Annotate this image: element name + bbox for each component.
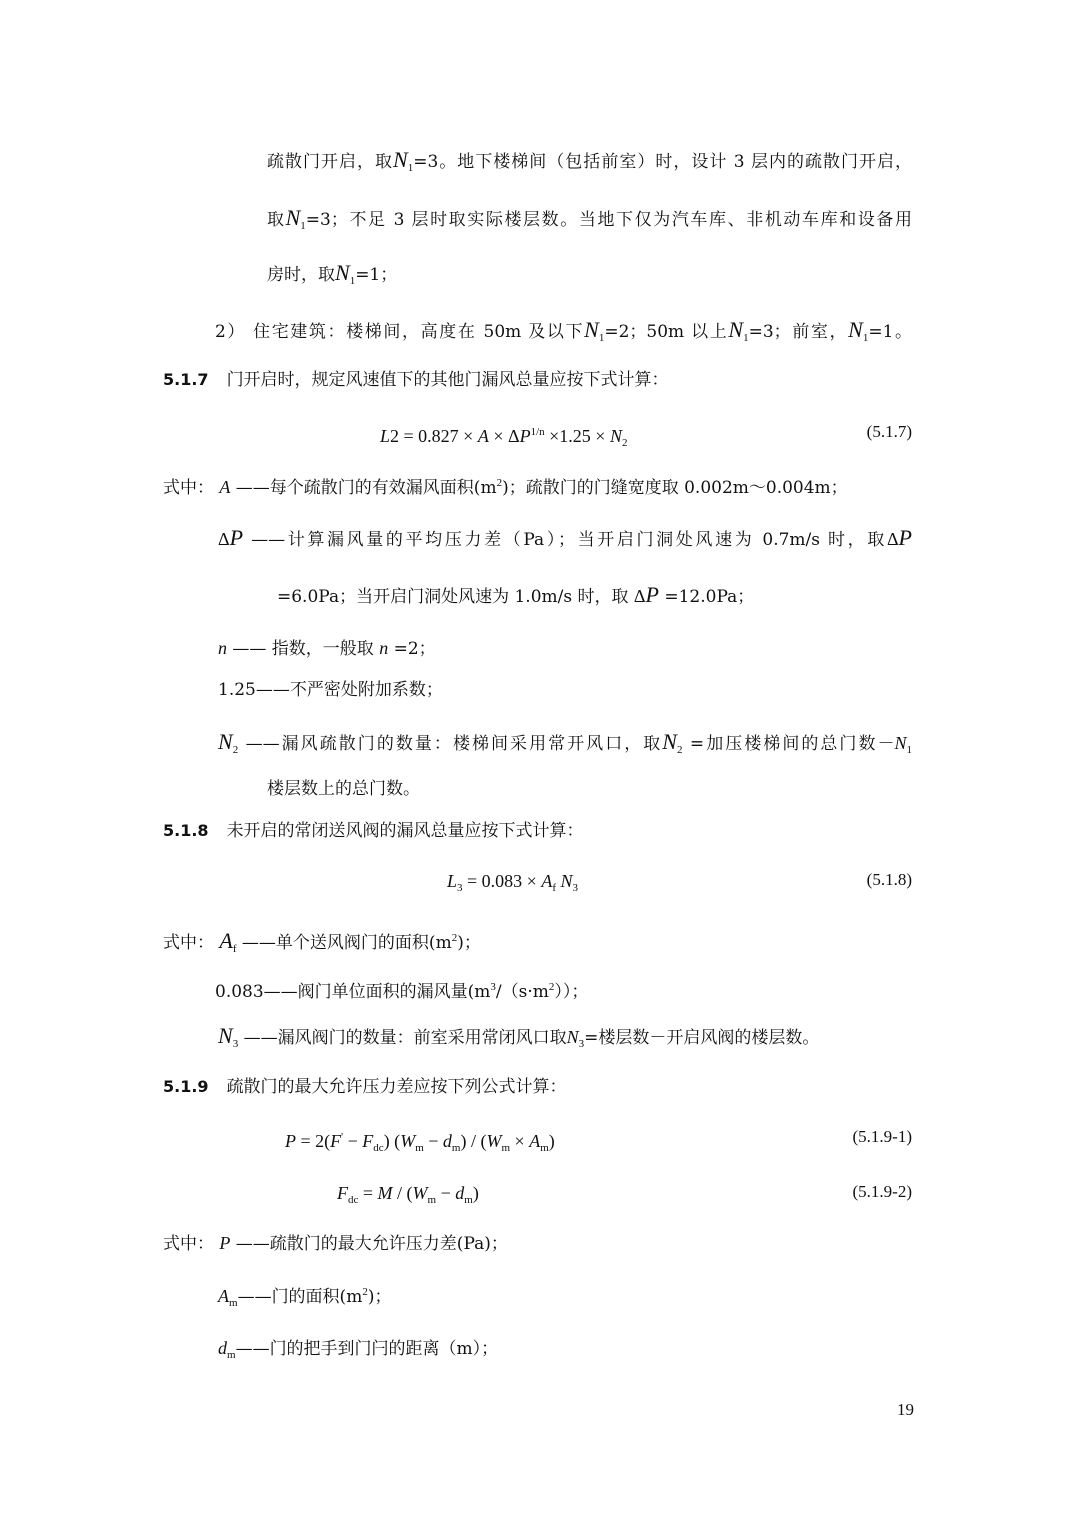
text-line (267, 774, 420, 804)
math-variable: N (566, 1027, 579, 1047)
page-number: 19 (897, 1400, 914, 1419)
math-variable: A (219, 928, 233, 953)
subscript: dc (348, 1194, 359, 1206)
math-variable: A (218, 1286, 229, 1306)
text: ——漏风疏散门的数量：楼梯间采用常开风口，取 (238, 734, 663, 754)
text-line (215, 972, 588, 1002)
subscript: 3 (572, 882, 579, 894)
math-variable: A (541, 871, 553, 891)
subscript: 1 (743, 332, 749, 344)
math-variable: N (393, 147, 408, 172)
math-variable: N (662, 729, 677, 754)
math-variable: L (380, 426, 391, 446)
math-text: − (436, 1183, 456, 1203)
text-line (218, 1333, 498, 1363)
text: ——单个送风阀门的面积(m (236, 933, 452, 953)
math-text: ) ( (383, 1131, 401, 1151)
math-text: Δ (633, 586, 646, 606)
subscript: 1 (300, 220, 306, 232)
superscript: 2 (496, 477, 503, 489)
superscript: ' (341, 1131, 344, 1143)
text: /（s·m (495, 982, 549, 1002)
text-line (218, 1021, 819, 1051)
superscript: 2 (451, 932, 458, 944)
formula (380, 417, 627, 447)
math-variable: n (379, 638, 389, 658)
math-text: = (358, 1183, 378, 1203)
subscript: dc (373, 1142, 384, 1154)
math-variable: A (529, 1131, 541, 1151)
math-variable: d (455, 1183, 465, 1203)
math-variable: N (335, 260, 350, 285)
text: 1.25——不严密处附加系数； (218, 680, 443, 700)
math-variable: A (477, 426, 489, 446)
text: )； (457, 933, 481, 953)
text: =2； (388, 639, 436, 659)
section-number: 5.1.7 (163, 370, 209, 389)
math-text: ) / ( (460, 1131, 487, 1151)
equation-number: (5.1.7) (866, 422, 912, 441)
text-line (163, 923, 481, 953)
text: =1。 (868, 322, 913, 342)
subscript: m (451, 1142, 461, 1154)
math-text: = 2( (296, 1131, 331, 1151)
math-variable: P (285, 1131, 296, 1151)
math-variable: N (584, 317, 599, 342)
superscript: 2 (362, 1286, 368, 1298)
subscript: 2 (676, 744, 683, 756)
math-variable: P (519, 426, 531, 446)
math-variable: L (447, 871, 458, 891)
math-text: ) (548, 1131, 555, 1151)
math-variable: F (337, 1183, 348, 1203)
math-variable: M (377, 1183, 393, 1203)
text: 楼层数上的总门数。 (267, 779, 420, 799)
formula (337, 1177, 479, 1207)
math-text: / ( (392, 1183, 413, 1203)
text: ——每个疏散门的有效漏风面积(m (230, 478, 497, 498)
text: —— 指数，一般取 (227, 639, 380, 659)
math-text: − (343, 1131, 363, 1151)
subscript: m (427, 1194, 437, 1206)
math-text: ) (472, 1183, 479, 1203)
formula (447, 865, 578, 895)
text-line (163, 468, 848, 498)
math-variable: W (400, 1131, 416, 1151)
text: 式中： (163, 933, 220, 953)
text: 2） 住宅建筑：楼梯间，高度在 50m 及以下 (215, 322, 585, 342)
subscript: 1 (598, 332, 605, 344)
text: ））； (554, 982, 589, 1002)
text-line (218, 633, 436, 663)
text: =楼层数－开启风阀的楼层数。 (584, 1028, 820, 1048)
math-text: 2 = 0.827 × (390, 426, 478, 446)
text-line (277, 580, 754, 610)
text: 未开启的常闭送风阀的漏风总量应按下式计算： (226, 821, 584, 841)
subscript: m (227, 1349, 236, 1361)
math-text: − (423, 1131, 443, 1151)
math-variable: N (556, 871, 573, 891)
math-variable: N (894, 733, 907, 753)
text: ——疏散门的最大允许压力差(Pa)； (230, 1234, 508, 1254)
subscript: m (229, 1297, 238, 1309)
math-variable: n (218, 638, 227, 658)
text: 式中： (163, 478, 220, 498)
text: =3；不足 3 层时取实际楼层数。当地下仅为汽车库、非机动车库和设备用 (305, 210, 913, 230)
subscript: 1 (407, 162, 414, 174)
math-text: × Δ (488, 426, 520, 446)
subscript: 3 (457, 882, 463, 894)
math-variable: N (285, 205, 301, 230)
text: =加压楼梯间的总门数－ (682, 734, 895, 754)
subscript: f (232, 943, 237, 955)
subscript: 1 (349, 275, 356, 287)
math-variable: N (218, 729, 233, 754)
math-variable: P (898, 525, 912, 550)
text-line (218, 1277, 391, 1307)
text-line (163, 365, 669, 395)
text-line (218, 727, 912, 757)
text: 门开启时，规定风速值下的其他门漏风总量应按下式计算： (226, 370, 669, 390)
text: )； (367, 1287, 392, 1307)
math-variable: P (219, 1233, 231, 1253)
text-line (218, 523, 912, 553)
text: )；疏散门的门缝宽度取 0.002m～0.004m； (502, 478, 848, 498)
text: =12.0Pa； (658, 587, 755, 607)
text: ——计算漏风量的平均压力差（Pa）；当开启门洞处风速为 0.7m/s 时，取 (243, 530, 887, 550)
superscript: 3 (490, 981, 496, 993)
text-line (218, 675, 443, 705)
text: =6.0Pa；当开启门洞处风速为 1.0m/s 时，取 (277, 587, 634, 607)
math-variable: W (486, 1131, 502, 1151)
formula (285, 1122, 555, 1152)
math-variable: F (362, 1131, 374, 1151)
math-variable: P (645, 582, 659, 607)
superscript: 1/n (530, 426, 545, 438)
subscript: m (501, 1142, 511, 1154)
subscript: 2 (232, 744, 239, 756)
text: 房时，取 (267, 265, 335, 285)
math-text: Δ (218, 529, 230, 549)
math-variable: A (219, 477, 231, 497)
section-number: 5.1.8 (163, 821, 209, 840)
text: 0.083——阀门单位面积的漏风量(m (215, 982, 491, 1002)
text: =1； (355, 265, 398, 285)
math-variable: N (609, 426, 622, 446)
text: =3。地下楼梯间（包括前室）时，设计 3 层内的疏散门开启， (413, 152, 913, 172)
subscript: 3 (578, 1038, 585, 1050)
math-variable: F (330, 1131, 342, 1151)
math-text: × (510, 1131, 530, 1151)
subscript: m (464, 1194, 473, 1206)
text: ——门的面积(m (237, 1287, 363, 1307)
text-line (163, 816, 584, 846)
math-variable: d (442, 1131, 452, 1151)
math-text: ×1.25 × (544, 426, 610, 446)
text: ——漏风阀门的数量：前室采用常闭风口取 (238, 1028, 567, 1048)
subscript: 1 (862, 332, 869, 344)
math-variable: d (218, 1338, 227, 1358)
subscript: m (415, 1142, 424, 1154)
text-line (163, 1228, 508, 1258)
text: 疏散门开启，取 (267, 152, 394, 172)
subscript: f (552, 882, 556, 894)
text: 式中： (163, 1234, 220, 1254)
subscript: 3 (232, 1038, 239, 1050)
text: =3；前室， (748, 322, 849, 342)
section-number: 5.1.9 (163, 1077, 209, 1096)
text-line (267, 258, 397, 288)
text: 疏散门的最大允许压力差应按下列公式计算： (226, 1077, 567, 1097)
equation-number: (5.1.8) (866, 870, 912, 889)
text: =2；50m 以上 (604, 322, 729, 342)
math-text: Δ (886, 529, 899, 549)
math-variable: N (728, 317, 744, 342)
text-line (215, 315, 912, 345)
text: 取 (267, 210, 286, 230)
text-line (267, 203, 912, 233)
superscript: 2 (548, 981, 555, 993)
math-variable: P (229, 525, 244, 550)
math-variable: N (848, 317, 863, 342)
math-variable: N (218, 1023, 233, 1048)
subscript: 2 (621, 437, 628, 449)
subscript: 1 (906, 744, 912, 756)
math-text: = 0.083 × (462, 871, 542, 891)
math-variable: W (412, 1183, 428, 1203)
equation-number: (5.1.9-1) (852, 1127, 912, 1146)
text-line (163, 1072, 567, 1102)
subscript: m (540, 1142, 549, 1154)
text-line (267, 145, 912, 175)
text: ——门的把手到门闩的距离（m）； (235, 1339, 499, 1359)
equation-number: (5.1.9-2) (852, 1182, 912, 1201)
